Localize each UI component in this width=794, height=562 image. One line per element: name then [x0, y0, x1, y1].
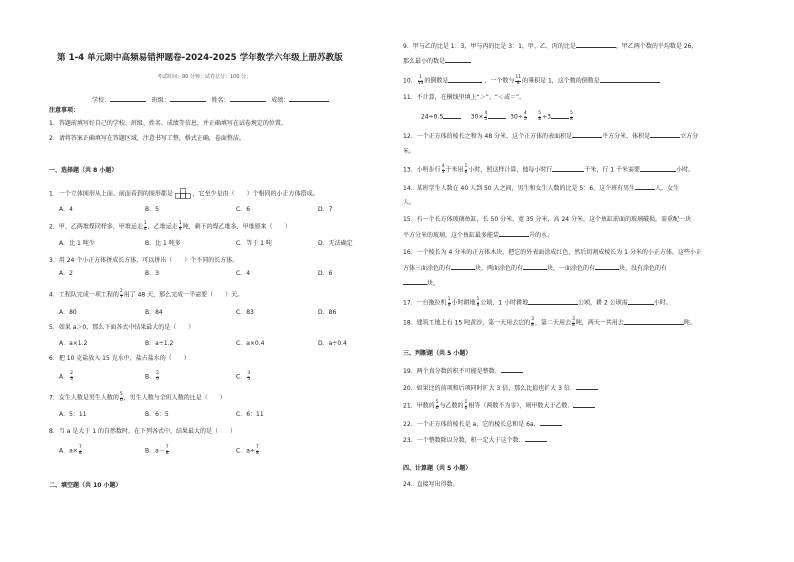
judge-23: 23．一个整数除以分数，积一定大于这个数． — [403, 436, 547, 444]
option-a[interactable]: A．2 — [59, 270, 73, 277]
school-label: 学校： — [92, 97, 111, 104]
option-d[interactable]: D．无法确定 — [318, 240, 353, 247]
option-c[interactable]: C．a÷ $\frac{7}{8}$ — [236, 445, 259, 456]
answer-blank[interactable] — [448, 77, 482, 83]
class-blank[interactable] — [170, 96, 206, 102]
question-15: 15．有一个长方体玻璃鱼缸，长 50 分米，宽 35 分米，高 24 分米，这个鱼缸前面的玻璃破损，需重配一块 — [403, 216, 691, 223]
option-b[interactable]: B．84 — [145, 309, 163, 316]
option-b[interactable]: B．a÷1.2 — [145, 340, 174, 347]
option-a[interactable]: A．80 — [59, 309, 77, 316]
question-14-cont: 人。 — [403, 199, 416, 206]
fraction: $\frac{1}{4}$ — [143, 221, 147, 232]
page-title: 第 1-4 单元期中高频易错押题卷-2024-2025 学年数学六年级上册苏教版 — [57, 53, 343, 63]
question-3: 3．用 24 个小正方体拼成长方体，可以拼出（ ）个不同的长方体。 — [49, 257, 239, 264]
exam-info: 考试时间：90 分钟；试卷总分：100 分； — [157, 74, 252, 80]
option-c[interactable]: C．4 — [236, 270, 251, 277]
judge-20: 20．如果比的前项和后项同时扩大 3 倍，那么比值也扩大 3 倍． — [403, 384, 598, 392]
question-8: 8．当 a 是大于 1 的自然数时，在下列各式中，结果最大的是（ ） — [49, 428, 236, 435]
option-a[interactable]: A． $\frac{2}{3}$ — [59, 371, 73, 382]
question-7: 7．女生人数是男生人数的 $\frac{5}{6}$ ，男生人数与全班人数的比是（ ） — [49, 392, 226, 403]
question-16-cont: 方体三面涂色的有 块，两面涂色的有 块，一面涂色的有 块，没有涂色的有 — [403, 265, 668, 272]
answer-blank[interactable] — [576, 42, 616, 48]
fraction: $\frac{2}{7}$ — [119, 289, 123, 300]
name-label: 姓名： — [211, 97, 230, 104]
question-12: 12．一个正方体的棱长之和为 48 分米，这个正方体的表面积是 平方分米，体积是 立方分 — [403, 133, 699, 140]
question-2: 2．甲、乙两堆煤同样多，甲堆运走 $\frac{1}{4}$ ，乙堆运走 $\frac{1}{4}$ 吨，剩下的煤乙堆多，甲堆原来（ ） — [49, 221, 291, 232]
note-item: 2．请将答案正确填写在答题区域，注意书写工整，格式正确，卷面整洁。 — [49, 135, 245, 142]
question-11: 11．不计算，在横线里填上“＞”、“＜或＝”。 — [403, 94, 526, 101]
option-c[interactable]: C．等于 1 吨 — [236, 240, 272, 247]
question-18: 18．建筑工地上有 15 吨黄沙，第一天用去它的 $\frac{3}{8}$ ，第二天用去 $\frac{3}{8}$ 吨，两天一共用去 吨。 — [403, 317, 696, 328]
option-d[interactable]: D．a÷0.4 — [318, 340, 347, 347]
question-13: 13．小明步行 $\frac{4}{3}$ 千米用 $\frac{1}{6}$ 小时，照这样计算，他每小时行 千米，行 1 千米需要 小时。 — [403, 164, 695, 175]
option-d[interactable]: D．7 — [318, 206, 333, 213]
question-1: 1．一个立体图形从上面、前面看到的图形都是 ，它至少是由（ ）个相同的小正方体搭成。 — [49, 188, 319, 200]
question-10: 10． $\frac{1}{13}$ 的倒数是 ，一个数与 $\frac{11}{8}$ 的乘积是 1，这个数的倒数是 — [403, 76, 660, 86]
judge-19: 19．两个真分数的积不可能是整数． — [403, 367, 523, 375]
option-c[interactable]: C．6：11 — [236, 411, 264, 418]
option-a[interactable]: A．5：11 — [59, 411, 87, 418]
question-24: 24．直接写出得数。 — [403, 481, 459, 488]
question-6: 6．把 10 克盐放入 15 克水中，盐占盐水的（ ） — [49, 355, 190, 362]
option-b[interactable]: B．6：5 — [145, 411, 169, 418]
question-16: 16．一个棱长为 4 分米的正方体木块，把它的外表面涂成红色，然后切割成棱长为 1 分米的小正方体。这些小正 — [403, 249, 702, 256]
score-blank[interactable] — [289, 96, 329, 102]
left-column — [50, 0, 390, 562]
question-17: 17．一台拖拉机 $\frac{1}{6}$ 小时耕地 $\frac{1}{6}$ 公顷，1 小时耕地 公顷，耕 2 公顷需 小时。 — [403, 297, 672, 308]
option-d[interactable]: D．86 — [318, 309, 337, 316]
option-b[interactable]: B．3 — [145, 270, 159, 277]
name-blank[interactable] — [230, 96, 266, 102]
option-a[interactable]: A．a×1.2 — [59, 340, 88, 347]
answer-blank[interactable] — [600, 77, 660, 83]
option-b[interactable]: B．a－ $\frac{7}{8}$ — [145, 445, 169, 456]
notes-heading: 注意事项： — [49, 107, 80, 114]
option-a[interactable]: A．a× $\frac{7}{8}$ — [59, 445, 82, 456]
judge-21: 21．甲数的 $\frac{5}{6}$ 与乙数的 $\frac{1}{6}$ 相等（两数不为零），则甲数大于乙数． — [403, 401, 595, 411]
school-blank[interactable] — [110, 96, 146, 102]
question-4: 4．工程队完成一项工程的 $\frac{2}{7}$ 用了 48 天，那么完成一半需要（ ）天。 — [49, 289, 244, 300]
info-fields — [92, 96, 329, 104]
option-a[interactable]: A．4 — [59, 206, 73, 213]
question-12-cont: 米。 — [403, 148, 416, 155]
option-c[interactable]: C． $\frac{3}{5}$ — [236, 371, 251, 382]
right-column — [403, 0, 758, 562]
note-item: 1．答题前填写好自己的学校、班级、姓名、成绩等信息，并正确填写在试卷规定的位置。 — [49, 120, 287, 127]
fraction: $\frac{5}{6}$ — [119, 392, 123, 403]
question-5: 5．如果 a＞0，那么下面各式中结果最大的是（ ） — [49, 324, 195, 331]
section-heading: 二、填空题（共 10 小题） — [49, 482, 122, 489]
question-16-end: 块。 — [403, 279, 439, 287]
judge-22: 22．一个正方体的棱长是 a，它的棱长总和是 6a． — [403, 420, 562, 428]
score-label: 成绩： — [271, 97, 290, 104]
section-heading: 一、选择题（共 8 小题） — [49, 167, 118, 174]
question-9-cont: 那么最小的数是 — [403, 57, 471, 65]
question-15-cont: 平方分米的玻璃，这个鱼缸最多能装 升的水。 — [403, 232, 554, 239]
option-c[interactable]: C．a×0.4 — [236, 340, 265, 347]
option-b[interactable]: B．5 — [145, 206, 159, 213]
answer-blank[interactable] — [445, 57, 471, 63]
option-c[interactable]: C．6 — [236, 206, 251, 213]
option-a[interactable]: A．比 1 吨少 — [59, 240, 95, 247]
option-b[interactable]: B． $\frac{2}{5}$ — [145, 371, 159, 382]
section-heading: 三、判断题（共 5 小题） — [403, 350, 472, 357]
option-d[interactable]: D．6 — [318, 270, 333, 277]
question-14: 14．某班学生人数在 40 人到 50 人之间，男生和女生人数的比是 5：6，这个班有男生 人，女生 — [403, 185, 680, 192]
cube-view-icon — [175, 188, 191, 200]
option-c[interactable]: C．83 — [236, 309, 254, 316]
option-b[interactable]: B．比 1 吨多 — [145, 240, 181, 247]
compare-row: 24÷0.5 30× $\frac{4}{5}$ 30÷ $\frac{4}{5}$ $\frac{5}{8}$ ÷3 $\frac{5}{8}$ — [421, 111, 573, 122]
question-9: 9．甲与乙的比是 1：3，甲与丙的比是 3：1，甲、乙、丙的比是 ，甲乙两个数的平均数是 26， — [403, 43, 698, 50]
section-heading: 四、计算题（共 5 小题） — [403, 465, 472, 472]
fraction: $\frac{1}{4}$ — [178, 221, 182, 232]
class-label: 班级： — [151, 97, 170, 104]
